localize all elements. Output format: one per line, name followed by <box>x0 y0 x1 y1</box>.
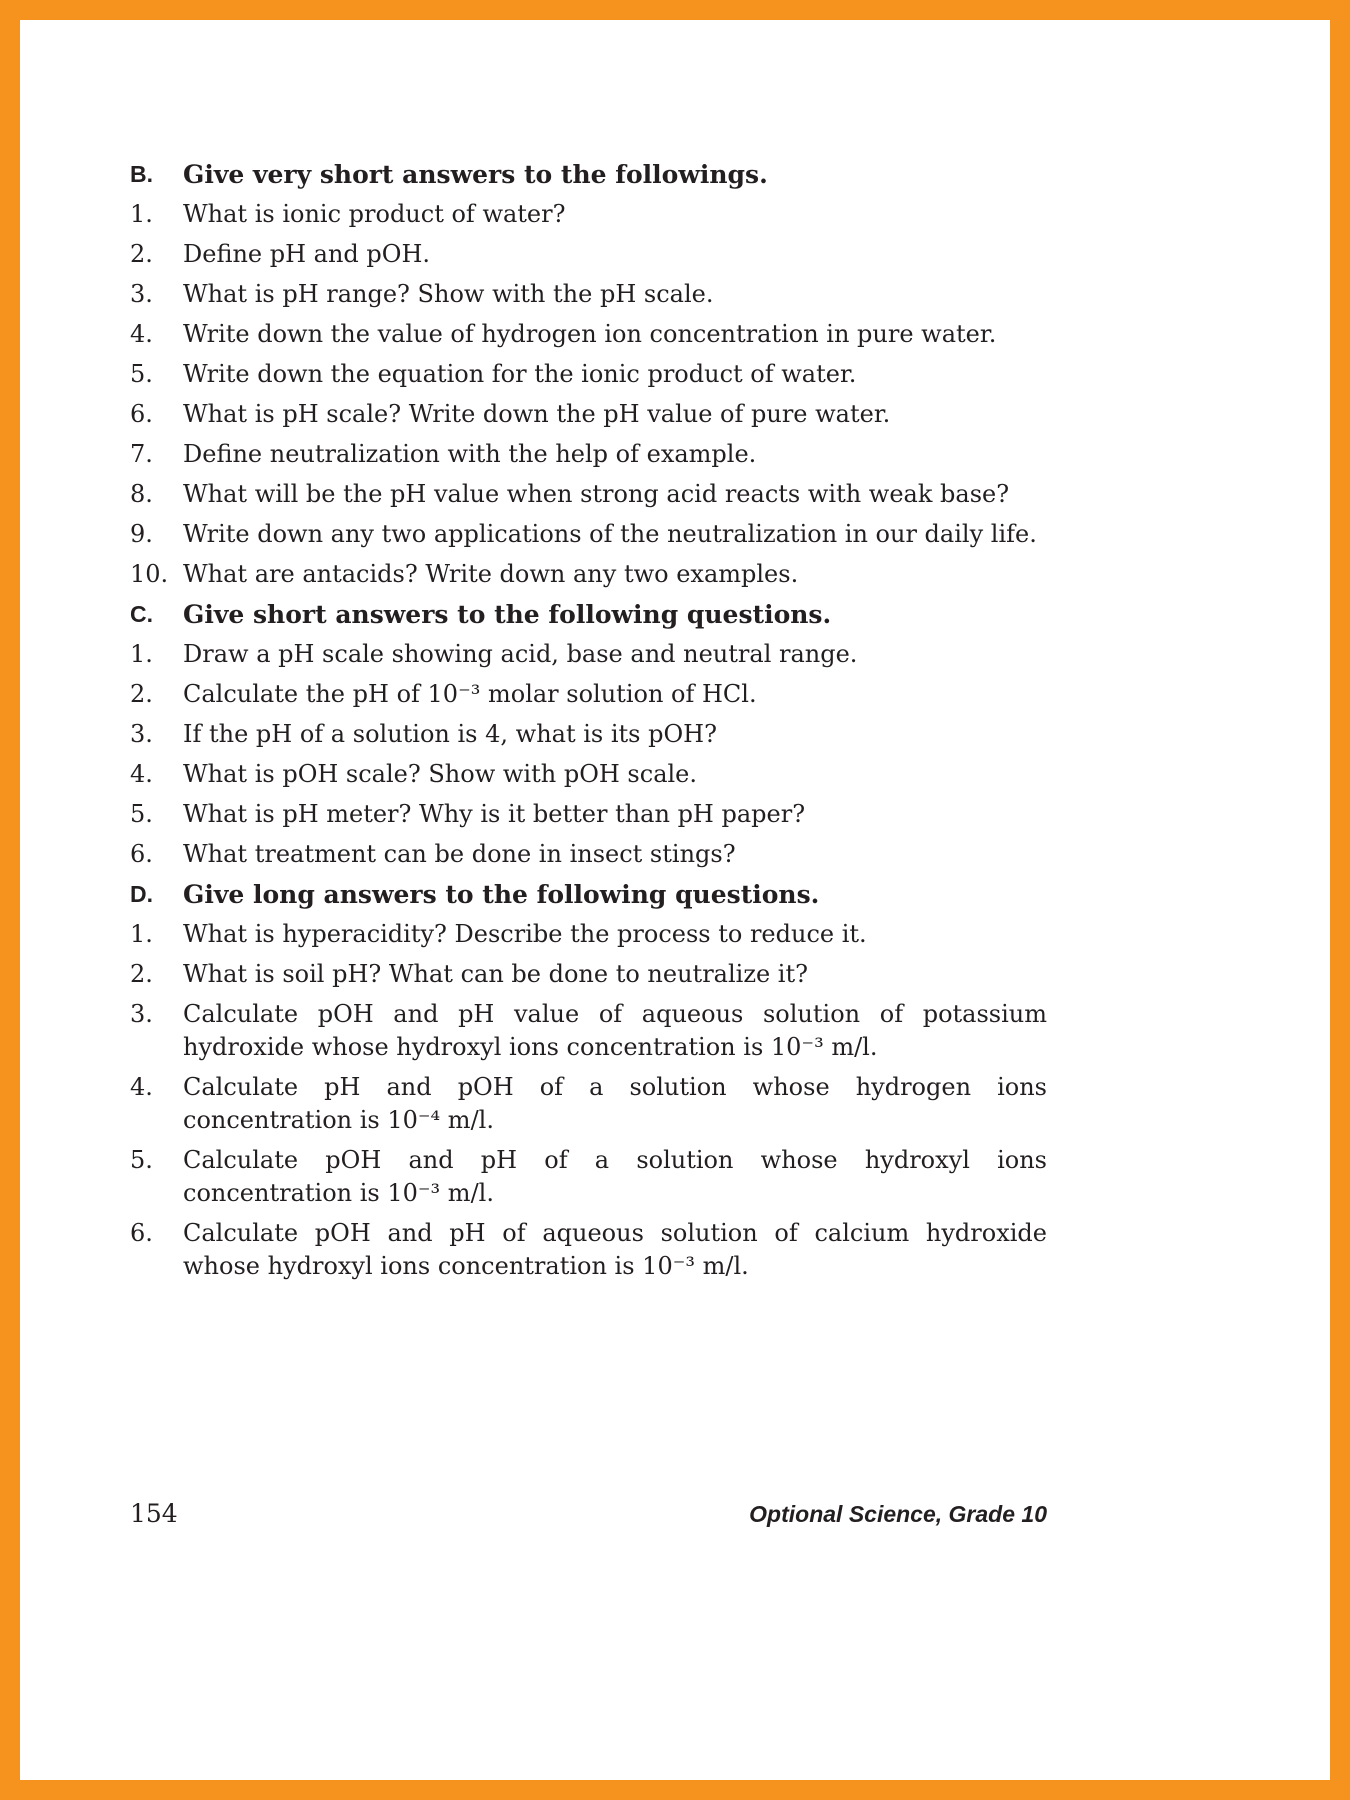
question-text: What treatment can be done in insect stings? <box>183 840 736 868</box>
question-text: What will be the pH value when strong acid reacts with weak base? <box>183 480 1010 508</box>
question-text: What is soil pH? What can be done to neutralize it? <box>183 960 808 988</box>
question-number: 2. <box>130 680 153 708</box>
page-number: 154 <box>130 1499 178 1528</box>
question-item <box>130 838 1047 871</box>
question-item <box>130 398 1047 431</box>
question-text: What is pH scale? Write down the pH value of pure water. <box>183 400 891 428</box>
question-item <box>130 1144 1047 1210</box>
question-number: 1. <box>130 200 153 228</box>
section-heading-b <box>130 158 1047 191</box>
question-number: 5. <box>130 1146 153 1174</box>
question-text: Calculate the pH of 10⁻³ molar solution of HCl. <box>183 680 757 708</box>
question-item <box>130 758 1047 791</box>
question-text: What is hyperacidity? Describe the process to reduce it. <box>183 920 867 948</box>
question-text: Calculate pOH and pH value of aqueous solution of potassium hydroxide whose hydroxyl ions concentration is 10⁻³ m/l. <box>183 1000 1047 1061</box>
question-text: Calculate pOH and pH of a solution whose hydroxyl ions concentration is 10⁻³ m/l. <box>183 1146 1047 1207</box>
page-content <box>20 20 1330 1283</box>
section-title: Give very short answers to the followings. <box>183 160 768 189</box>
question-item <box>130 238 1047 271</box>
question-text: Draw a pH scale showing acid, base and neutral range. <box>183 640 858 668</box>
question-text: Write down the value of hydrogen ion concentration in pure water. <box>183 320 997 348</box>
question-number: 8. <box>130 480 153 508</box>
question-item <box>130 358 1047 391</box>
question-number: 4. <box>130 760 153 788</box>
question-item <box>130 318 1047 351</box>
question-item <box>130 918 1047 951</box>
question-item <box>130 798 1047 831</box>
question-text: Calculate pOH and pH of aqueous solution of calcium hydroxide whose hydroxyl ions concentration is 10⁻³ m/l. <box>183 1219 1047 1280</box>
question-text: Write down any two applications of the neutralization in our daily life. <box>183 520 1037 548</box>
question-text: If the pH of a solution is 4, what is its pOH? <box>183 720 717 748</box>
question-item <box>130 998 1047 1064</box>
question-number: 5. <box>130 800 153 828</box>
question-text: Calculate pH and pOH of a solution whose hydrogen ions concentration is 10⁻⁴ m/l. <box>183 1073 1047 1134</box>
question-item <box>130 518 1047 551</box>
question-text: What is pH range? Show with the pH scale. <box>183 280 714 308</box>
question-number: 6. <box>130 1219 153 1247</box>
section-label: B. <box>130 161 153 187</box>
question-number: 1. <box>130 640 153 668</box>
question-number: 7. <box>130 440 153 468</box>
question-text: Define neutralization with the help of example. <box>183 440 757 468</box>
question-item <box>130 478 1047 511</box>
question-item <box>130 638 1047 671</box>
question-item <box>130 1071 1047 1137</box>
question-item <box>130 718 1047 751</box>
question-item <box>130 558 1047 591</box>
question-text: Define pH and pOH. <box>183 240 431 268</box>
section-label: C. <box>130 601 153 627</box>
question-text: Write down the equation for the ionic product of water. <box>183 360 857 388</box>
question-number: 2. <box>130 960 153 988</box>
page-footer <box>130 1499 1047 1528</box>
question-text: What are antacids? Write down any two examples. <box>183 560 799 588</box>
question-number: 2. <box>130 240 153 268</box>
question-number: 6. <box>130 400 153 428</box>
question-item <box>130 198 1047 231</box>
question-number: 3. <box>130 280 153 308</box>
question-item <box>130 438 1047 471</box>
question-text: What is ionic product of water? <box>183 200 566 228</box>
question-number: 3. <box>130 1000 153 1028</box>
question-number: 6. <box>130 840 153 868</box>
section-heading-d <box>130 878 1047 911</box>
section-label: D. <box>130 881 153 907</box>
question-number: 9. <box>130 520 153 548</box>
question-number: 1. <box>130 920 153 948</box>
question-number: 5. <box>130 360 153 388</box>
question-number: 10. <box>130 560 169 588</box>
section-title: Give long answers to the following questions. <box>183 880 820 909</box>
question-text: What is pOH scale? Show with pOH scale. <box>183 760 698 788</box>
question-item <box>130 678 1047 711</box>
footer-book-title: Optional Science, Grade 10 <box>749 1501 1047 1527</box>
question-item <box>130 1217 1047 1283</box>
question-number: 4. <box>130 1073 153 1101</box>
question-item <box>130 958 1047 991</box>
question-item <box>130 278 1047 311</box>
question-number: 3. <box>130 720 153 748</box>
question-number: 4. <box>130 320 153 348</box>
section-title: Give short answers to the following questions. <box>183 600 832 629</box>
question-text: What is pH meter? Why is it better than pH paper? <box>183 800 806 828</box>
section-heading-c <box>130 598 1047 631</box>
